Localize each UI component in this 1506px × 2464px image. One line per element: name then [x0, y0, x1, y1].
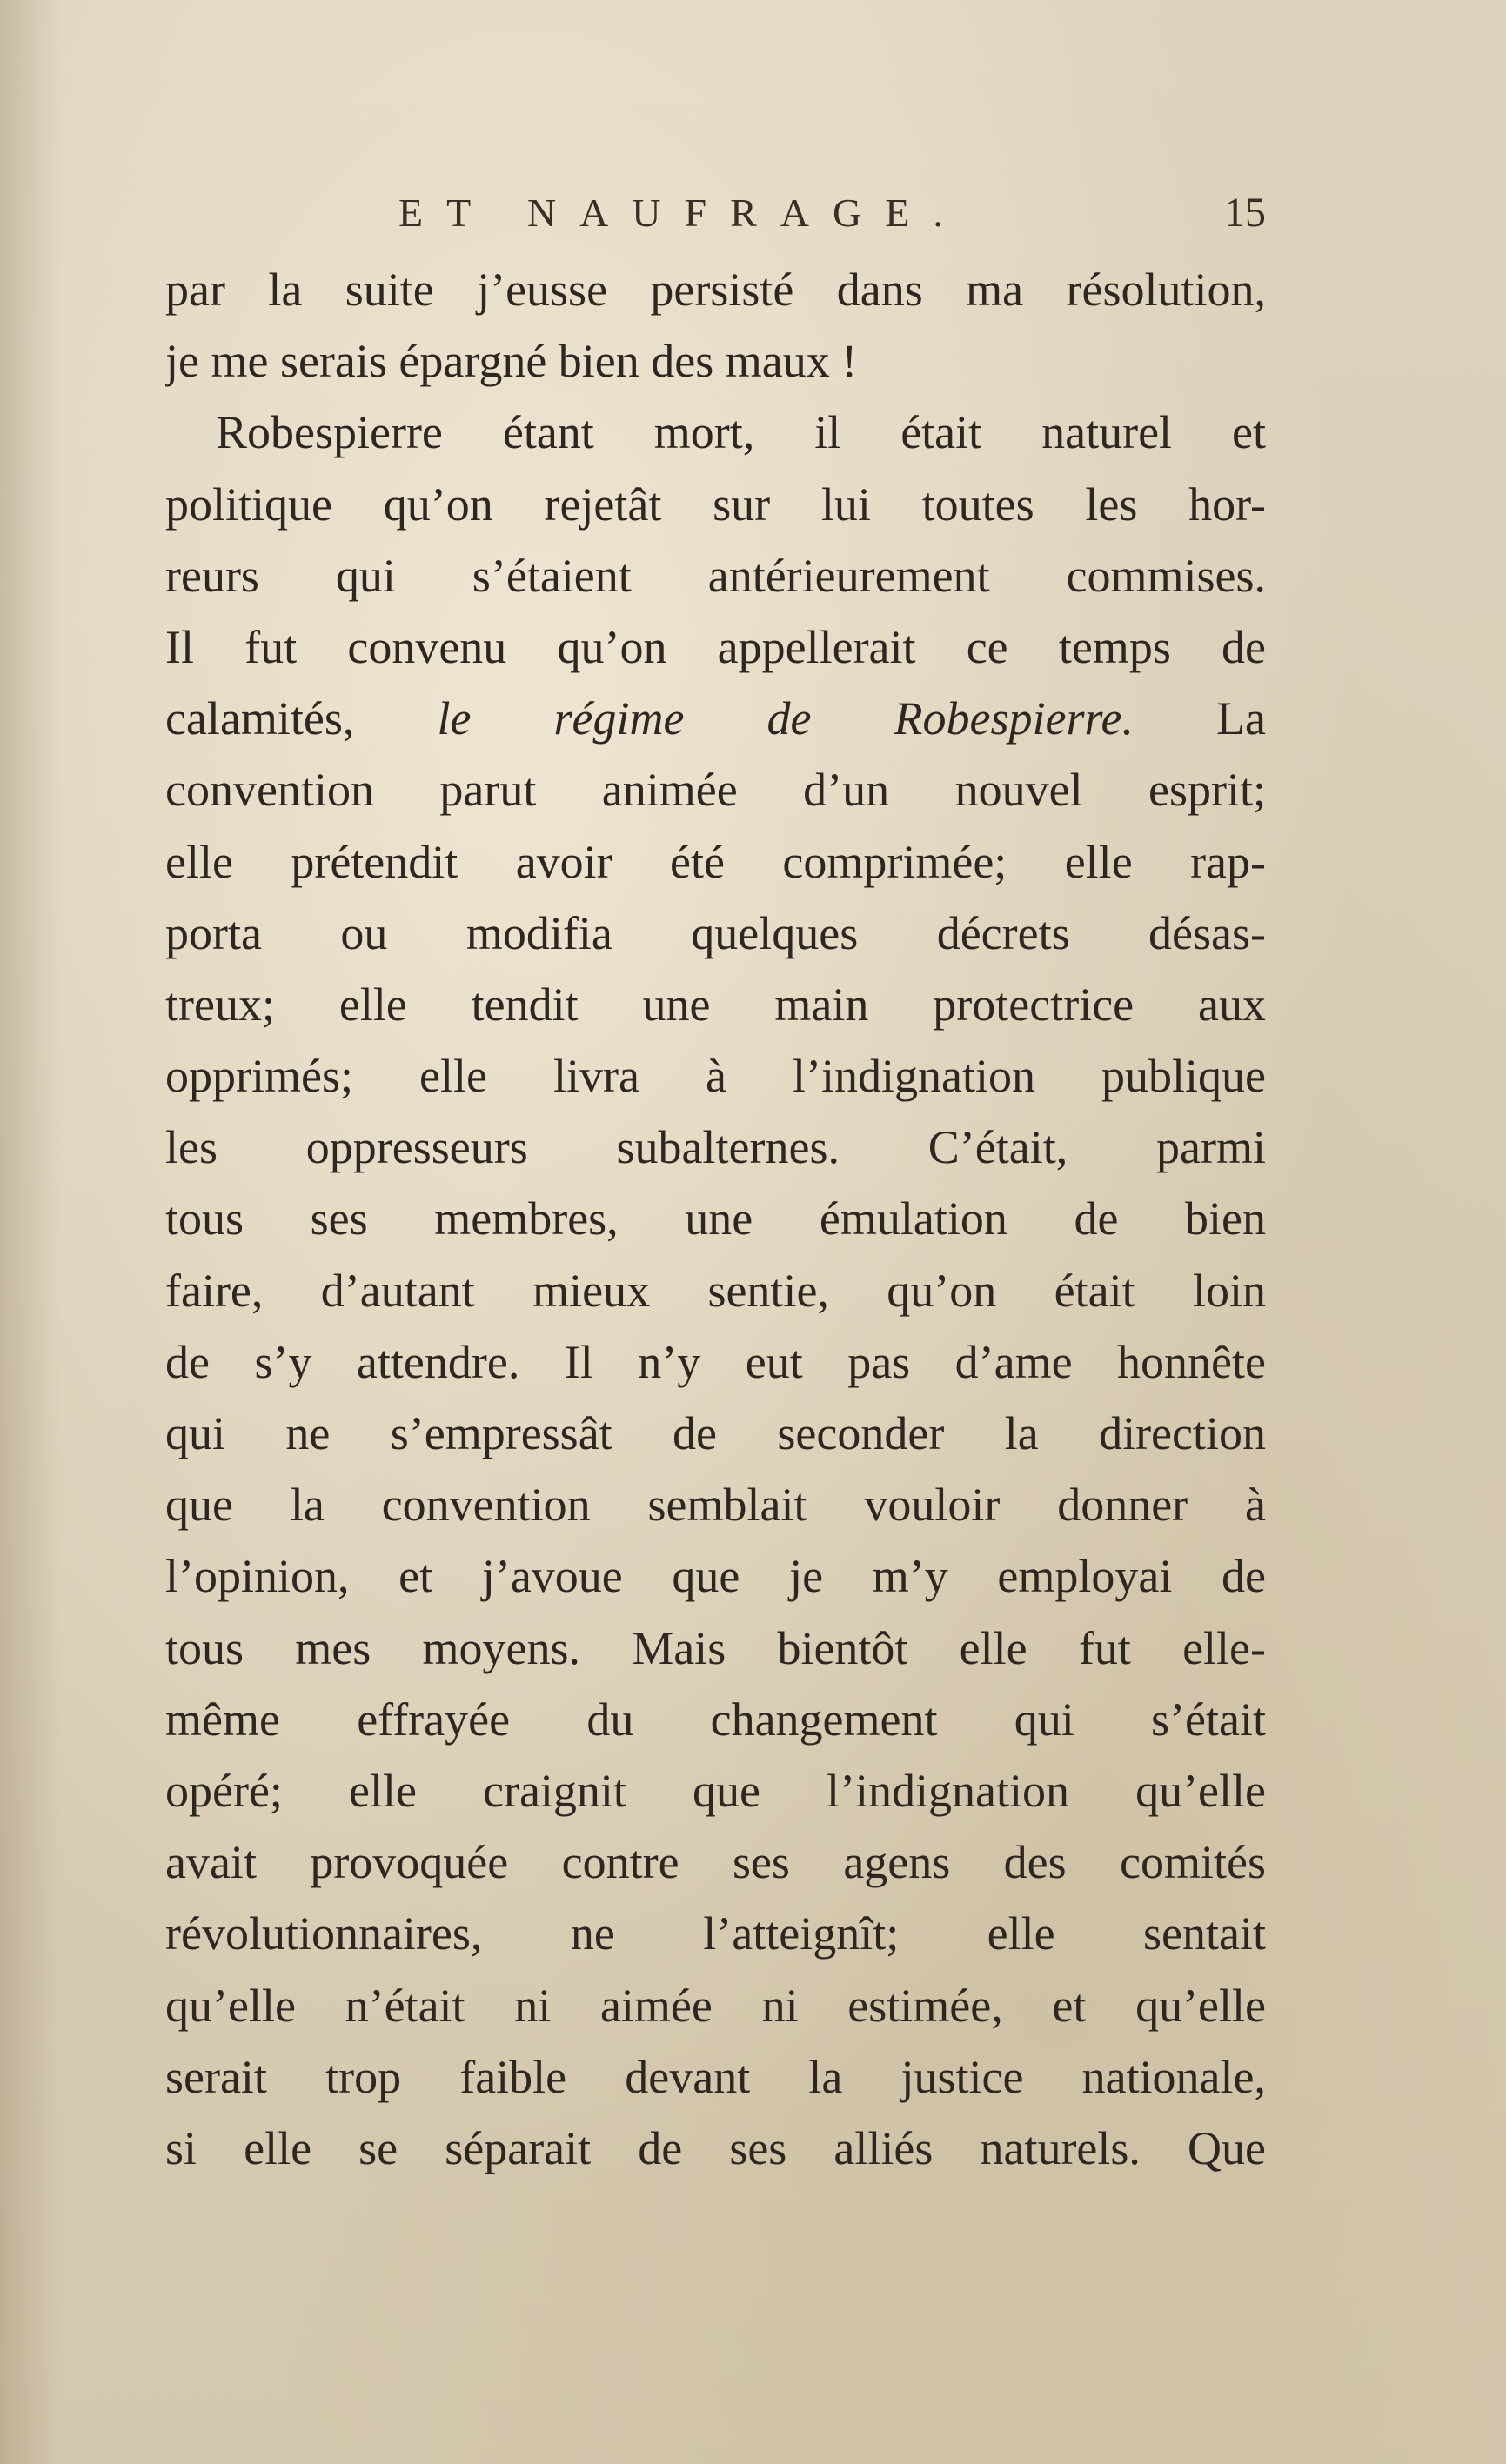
text-line: tous mes moyens. Mais bientôt elle fut elle- — [165, 1621, 1266, 1674]
text-line — [165, 683, 1266, 754]
body-text — [165, 254, 1266, 2184]
text-line: qui ne s’empressât de seconder la direction — [165, 1407, 1266, 1459]
text-line-content: je me serais épargné bien des maux ! — [165, 335, 858, 388]
text-line: opprimés; elle livra à l’indignation publique — [165, 1050, 1266, 1103]
running-head — [165, 183, 1266, 244]
text-line: elle prétendit avoir été comprimée; elle rap- — [165, 835, 1266, 888]
text-line-end: La — [1216, 692, 1266, 745]
text-line-start: calamités, — [165, 692, 438, 745]
text-line: porta ou modifia quelques décrets désas- — [165, 906, 1266, 959]
text-line: avait provoquée contre ses agens des comités — [165, 1836, 1266, 1889]
text-line: révolutionnaires, ne l’atteignît; elle sentait — [165, 1907, 1266, 1960]
text-line: convention parut animée d’un nouvel esprit; — [165, 764, 1266, 817]
text-line: même effrayée du changement qui s’était — [165, 1693, 1266, 1746]
text-line: tous ses membres, une émulation de bien — [165, 1192, 1266, 1245]
text-line: opéré; elle craignit que l’indignation qu’elle — [165, 1764, 1266, 1817]
text-line: serait trop faible devant la justice nationale, — [165, 2050, 1266, 2103]
text-line: par la suite j’eusse persisté dans ma résolution, — [165, 264, 1266, 316]
text-line: Robespierre étant mort, il était naturel et — [216, 406, 1266, 459]
page-gutter-shadow — [0, 0, 61, 2464]
text-line: si elle se séparait de ses alliés naturels. Que — [165, 2121, 1266, 2174]
text-line — [165, 325, 1266, 397]
text-line: l’opinion, et j’avoue que je m’y employai de — [165, 1550, 1266, 1603]
text-line: politique qu’on rejetât sur lui toutes les hor- — [165, 477, 1266, 531]
text-line: qu’elle n’était ni aimée ni estimée, et qu’elle — [165, 1979, 1266, 2032]
text-line: faire, d’autant mieux sentie, qu’on était loin — [165, 1264, 1266, 1317]
text-line: treux; elle tendit une main protectrice aux — [165, 978, 1266, 1031]
text-line: que la convention semblait vouloir donner à — [165, 1479, 1266, 1532]
page-number: 15 — [1224, 190, 1266, 236]
text-line: Il fut convenu qu’on appellerait ce temps de — [165, 620, 1266, 673]
text-line: reurs qui s’étaient antérieurement commises. — [165, 549, 1266, 602]
text-line: de s’y attendre. Il n’y eut pas d’ame honnête — [165, 1335, 1266, 1388]
running-title: ET NAUFRAGE. — [398, 190, 967, 235]
italic-phrase: le régime de Robespierre. — [437, 692, 1134, 745]
text-line: les oppresseurs subalternes. C’était, parmi — [165, 1121, 1266, 1174]
